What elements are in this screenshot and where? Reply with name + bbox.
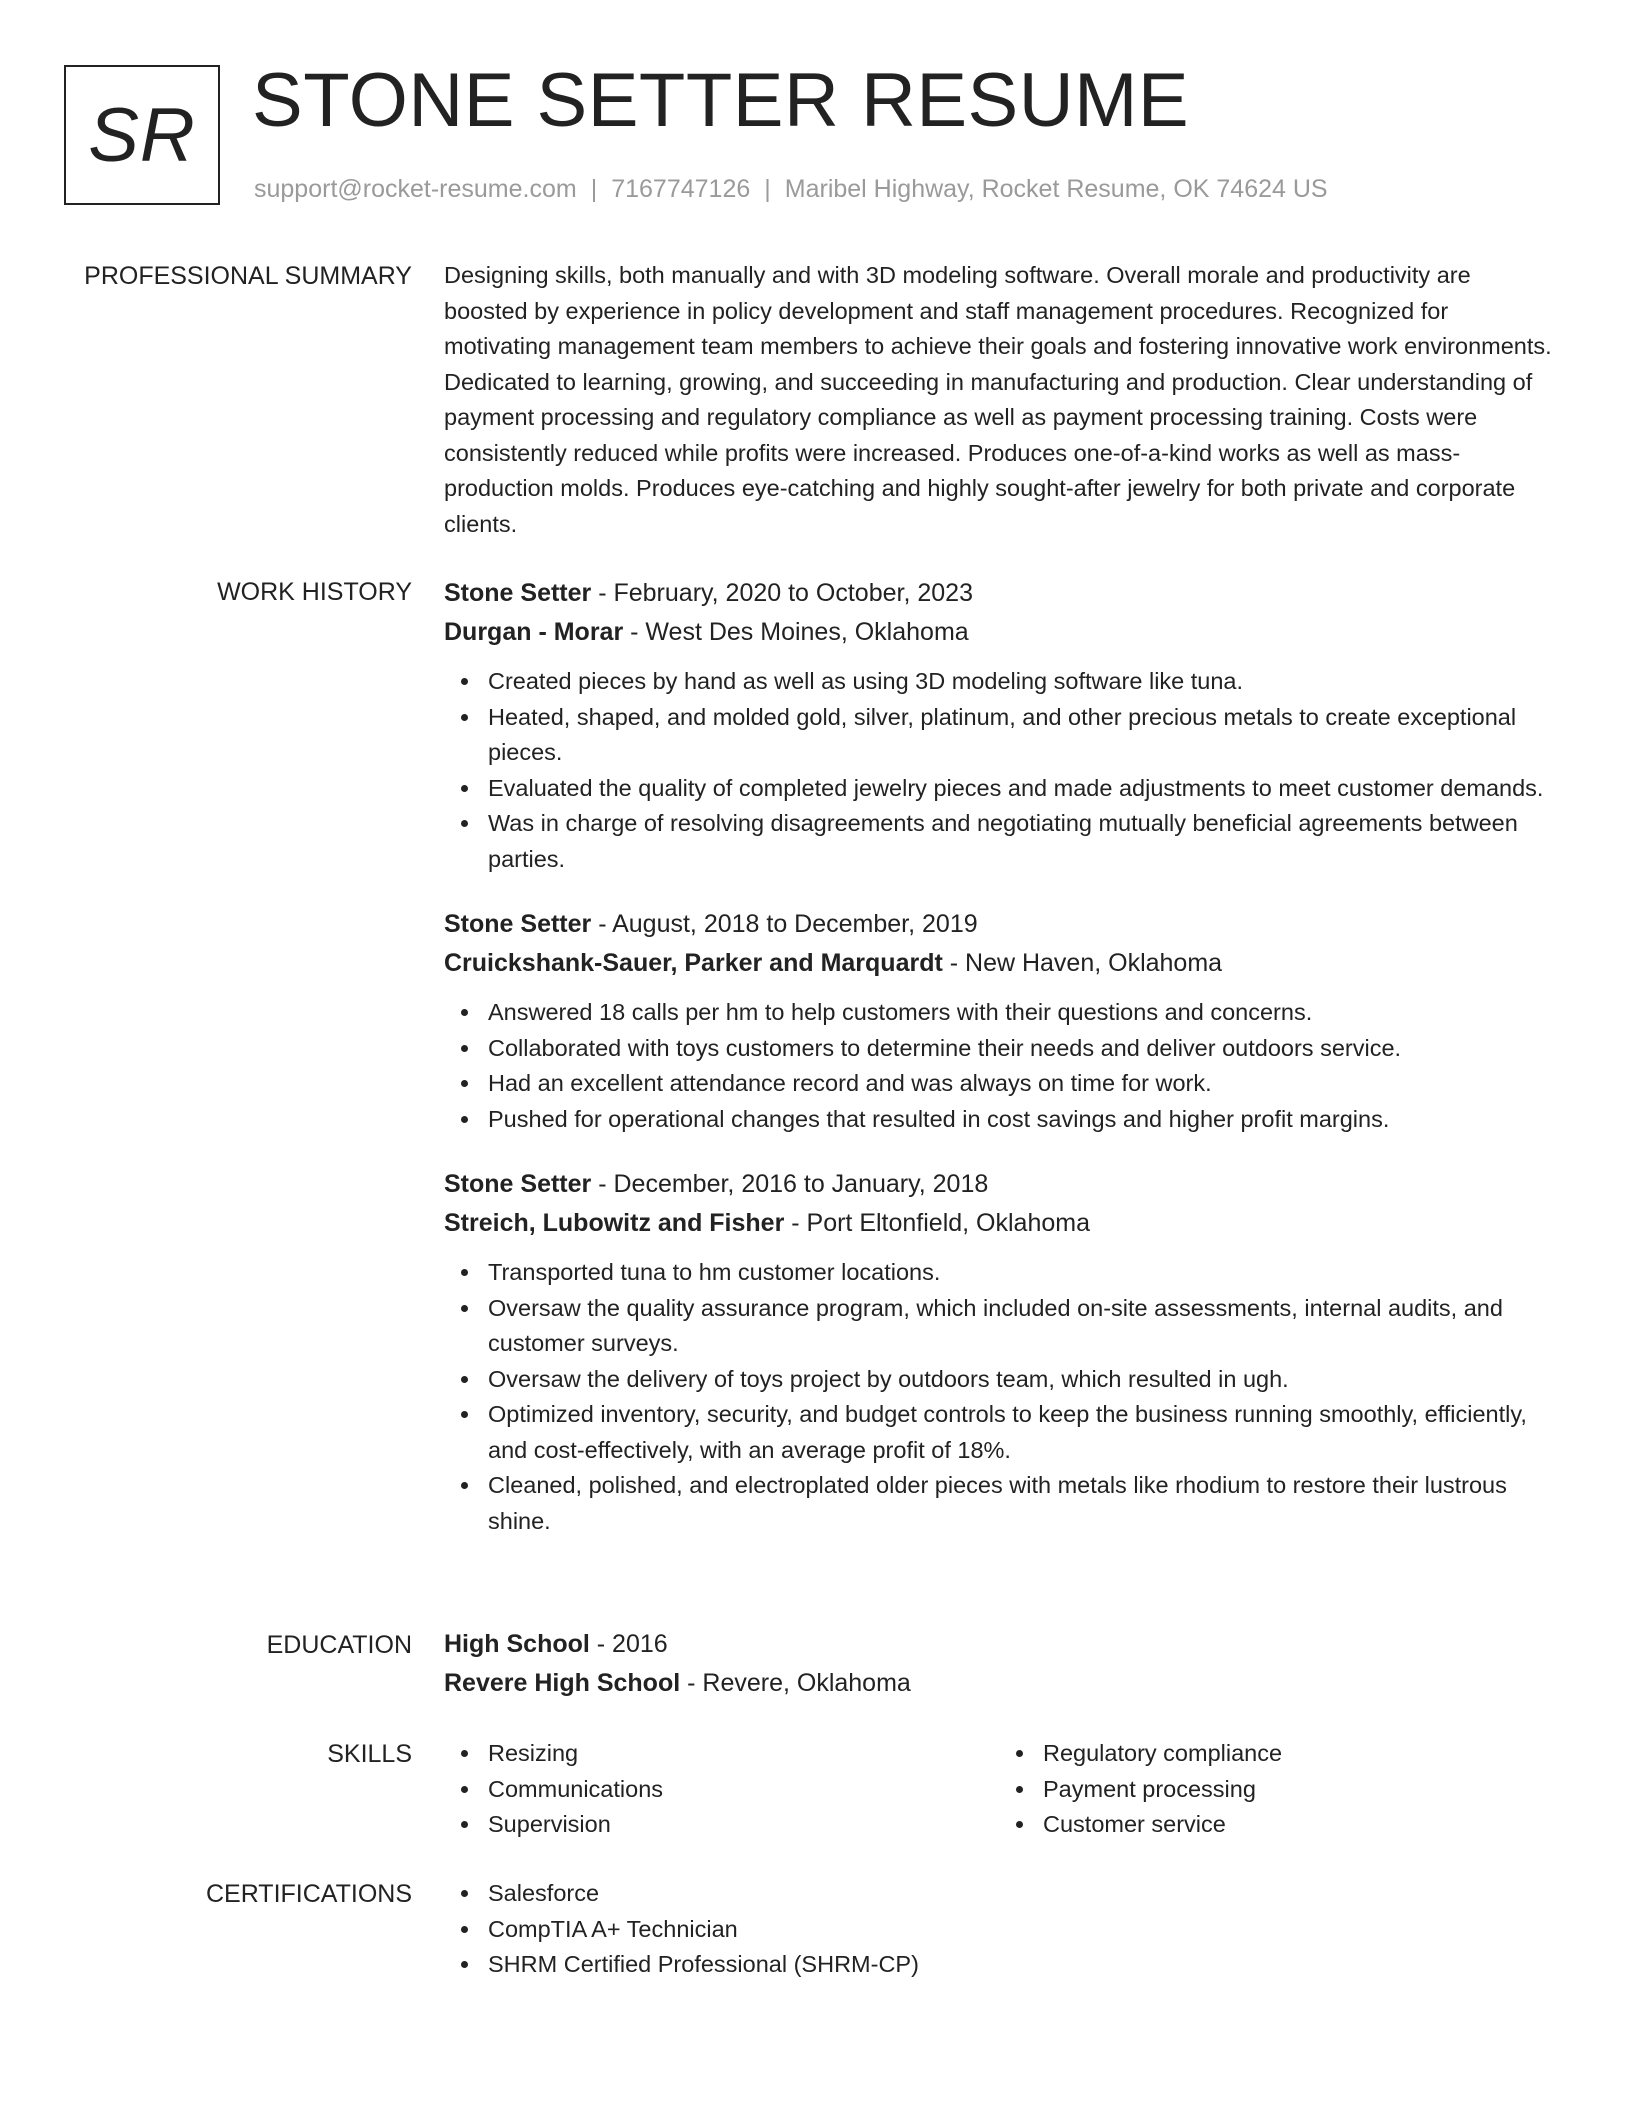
education-location: - Revere, Oklahoma	[680, 1669, 911, 1697]
monogram-logo	[64, 65, 220, 205]
job-bullet: Answered 18 calls per hm to help customers with their questions and concerns.	[488, 995, 1554, 1031]
job-title-line	[444, 1165, 1554, 1204]
skill-item: Regulatory compliance	[1043, 1736, 1554, 1772]
job-bullet: Oversaw the delivery of toys project by outdoors team, which resulted in ugh.	[488, 1362, 1554, 1398]
job-bullets	[444, 664, 1554, 877]
job-location: - West Des Moines, Oklahoma	[623, 618, 969, 646]
job-company: Streich, Lubowitz and Fisher	[444, 1209, 785, 1237]
job-bullets	[444, 995, 1554, 1137]
education-school-line	[444, 1664, 1554, 1703]
contact-line	[254, 172, 1328, 206]
certification-item: CompTIA A+ Technician	[488, 1912, 1554, 1948]
job-bullet: Heated, shaped, and molded gold, silver, platinum, and other precious metals to create exceptional pieces.	[488, 700, 1554, 771]
skill-item: Resizing	[488, 1736, 999, 1772]
contact-email[interactable]: support@rocket-resume.com	[254, 175, 577, 203]
job-title-line	[444, 574, 1554, 613]
job-location: - Port Eltonfield, Oklahoma	[784, 1209, 1091, 1237]
skill-item: Customer service	[1043, 1807, 1554, 1843]
job-bullet: Had an excellent attendance record and was always on time for work.	[488, 1066, 1554, 1102]
certification-item: SHRM Certified Professional (SHRM-CP)	[488, 1947, 1554, 1983]
skills-list-left	[444, 1736, 999, 1843]
job-dates: - August, 2018 to December, 2019	[591, 910, 978, 938]
monogram-initials: SR	[88, 92, 196, 178]
job-bullet: Evaluated the quality of completed jewelry pieces and made adjustments to meet customer demands.	[488, 771, 1554, 807]
job-company-line	[444, 944, 1554, 983]
education-year: - 2016	[589, 1630, 668, 1658]
contact-address: Maribel Highway, Rocket Resume, OK 74624 US	[784, 175, 1328, 203]
skill-item: Supervision	[488, 1807, 999, 1843]
job-bullet: Pushed for operational changes that resulted in cost savings and higher profit margins.	[488, 1102, 1554, 1138]
skill-item: Payment processing	[1043, 1772, 1554, 1808]
section-heading-summary: PROFESSIONAL SUMMARY	[84, 262, 412, 290]
job-company-line	[444, 613, 1554, 652]
contact-separator: |	[764, 175, 771, 203]
resume-title: STONE SETTER RESUME	[252, 58, 1190, 143]
job-company: Durgan - Morar	[444, 618, 624, 646]
job-bullet: Collaborated with toys customers to determine their needs and deliver outdoors service.	[488, 1031, 1554, 1067]
job-company: Cruickshank-Sauer, Parker and Marquardt	[444, 949, 943, 977]
job-title: Stone Setter	[444, 910, 592, 938]
job-title: Stone Setter	[444, 1170, 592, 1198]
job-entry	[444, 1165, 1554, 1539]
job-location: - New Haven, Oklahoma	[942, 949, 1223, 977]
job-company-line	[444, 1204, 1554, 1243]
education-school: Revere High School	[444, 1669, 681, 1697]
skills-list-right	[999, 1736, 1554, 1843]
skills-grid	[444, 1736, 1554, 1843]
job-bullet: Cleaned, polished, and electroplated older pieces with metals like rhodium to restore their lustrous shine.	[488, 1468, 1554, 1539]
contact-phone[interactable]: 7167747126	[611, 175, 751, 203]
job-bullet: Created pieces by hand as well as using 3D modeling software like tuna.	[488, 664, 1554, 700]
contact-separator: |	[590, 175, 598, 203]
education-degree-line	[444, 1625, 1554, 1664]
section-heading-education: EDUCATION	[266, 1631, 412, 1659]
job-entry	[444, 574, 1554, 877]
job-bullet: Transported tuna to hm customer locations.	[488, 1255, 1554, 1291]
job-title-line	[444, 905, 1554, 944]
certifications-list	[444, 1876, 1554, 1983]
job-dates: - December, 2016 to January, 2018	[591, 1170, 989, 1198]
certification-item: Salesforce	[488, 1876, 1554, 1912]
job-bullets	[444, 1255, 1554, 1539]
job-bullet: Was in charge of resolving disagreements and negotiating mutually beneficial agreements between parties.	[488, 806, 1554, 877]
education-degree: High School	[444, 1630, 590, 1658]
job-title: Stone Setter	[444, 579, 592, 607]
section-heading-work-history: WORK HISTORY	[217, 578, 412, 606]
section-heading-certifications: CERTIFICATIONS	[205, 1880, 412, 1908]
summary-text: Designing skills, both manually and with 3D modeling software. Overall morale and productivity are boosted by experience in policy development and staff management procedures. Recognized for motivating management team members to achieve their goals and fostering innovative work environments. Dedicated to learning, growing, and succeeding in manufacturing and production. Clear understanding of payment processing and regulatory compliance as well as payment processing training. Costs were consistently reduced while profits were increased. Produces one-of-a-kind works as well as mass-production molds. Produces eye-catching and highly sought-after jewelry for both private and corporate clients.	[444, 262, 1552, 537]
job-bullet: Optimized inventory, security, and budget controls to keep the business running smoothly, efficiently, and cost-effectively, with an average profit of 18%.	[488, 1397, 1554, 1468]
job-bullet: Oversaw the quality assurance program, which included on-site assessments, internal audits, and customer surveys.	[488, 1291, 1554, 1362]
section-heading-skills: SKILLS	[327, 1740, 412, 1768]
skill-item: Communications	[488, 1772, 999, 1808]
job-entry	[444, 905, 1554, 1137]
job-dates: - February, 2020 to October, 2023	[591, 579, 973, 607]
